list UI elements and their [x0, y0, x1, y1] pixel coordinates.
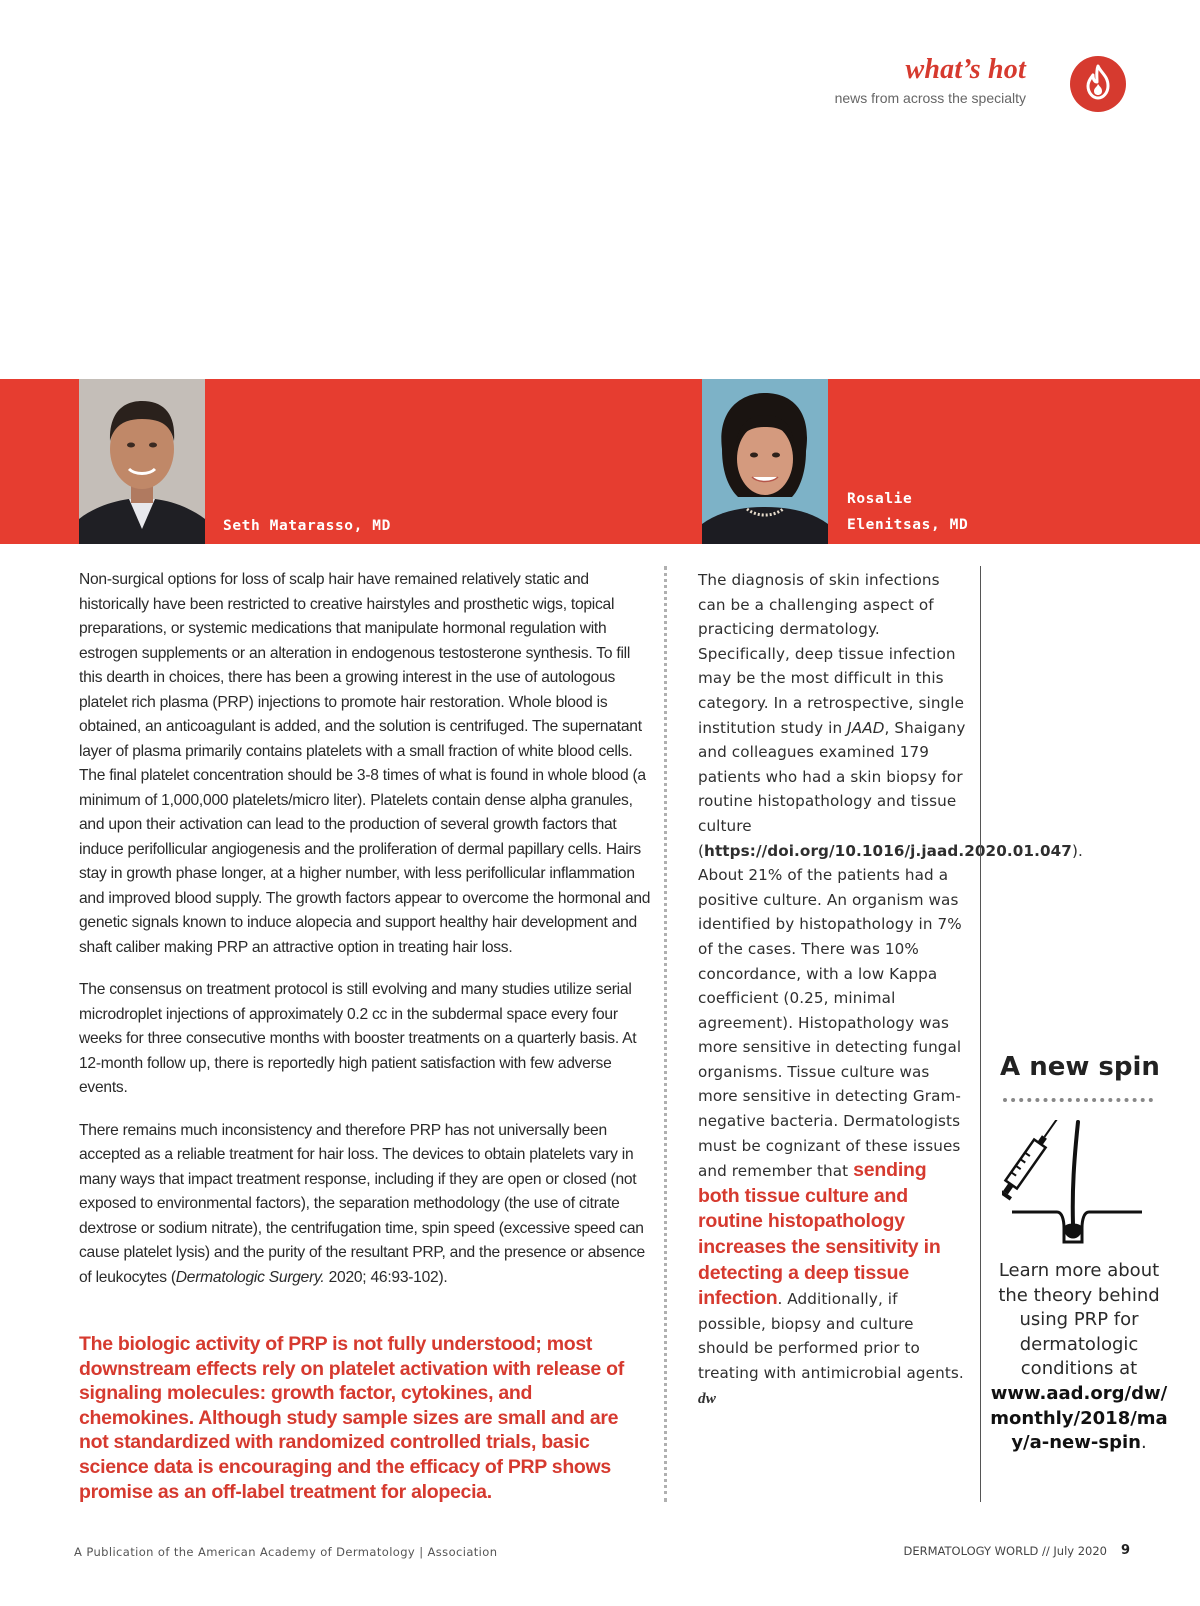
footer-magazine: DERMATOLOGY WORLD [903, 1544, 1039, 1558]
paragraph-text: ). About 21% of the patients had a positive culture. An organism was identified by histopathology in 7% of the cases. There was 10% concordance, with a low Kappa coefficient (0.25, minimal agreement). Histopathology was more sensitive in detecting fungal organisms. Tissue culture was more sensitive in detecting Gram-negative bacteria. Dermatologists must be cognizant of these issues and remember that [698, 841, 1083, 1181]
journal-name: JAAD [847, 718, 885, 737]
paragraph-text: The diagnosis of skin infections can be a challenging aspect of practicing dermatology. Specifically, deep tissue infection may be the most difficult in this category. In a retrospective, single institution study in [698, 571, 965, 737]
section-subtitle: news from across the specialty [834, 90, 1026, 106]
author-photo-rosalie-elenitsas [702, 379, 828, 544]
sidebar-dotted-rule [1003, 1098, 1153, 1102]
footer-date: July 2020 [1053, 1544, 1107, 1558]
pull-quote: The biologic activity of PRP is not fully understood; most downstream effects rely on platelet activation with release of signaling molecules: growth factor, cytokines, and chemokines. Although study sample sizes are small and are not standardized with randomized controlled trials, basic science data is encouraging and the efficacy of PRP shows promise as an off-label treatment for alopecia. [79, 1333, 624, 1503]
article-prp-hair-loss [79, 568, 654, 1308]
sidebar-text [990, 1259, 1168, 1456]
paragraph-text: There remains much inconsistency and therefore PRP has not universally been accepted as a reliable treatment for hair loss. The devices to obtain platelets vary in many ways that impact treatment response, including if they are open or closed (not exposed to environmental factors), the separation methodology (the use of citrate dextrose or sodium nitrate), the centrifugation time, spin speed (excessive speed can cause platelet lysis) and the purity of the resultant PRP, and the presence or absence of leukocytes ( [79, 1121, 645, 1286]
flame-icon [1070, 56, 1126, 112]
footer-separator: // [1038, 1544, 1054, 1558]
footer-issue [904, 1544, 1108, 1558]
page-number: 9 [1120, 1543, 1130, 1558]
sidebar-body: Learn more about the theory behind using PRP for dermatologic conditions at [998, 1260, 1160, 1380]
article-paragraph [79, 1119, 654, 1291]
author-name-line2: Elenitsas, MD [847, 517, 969, 533]
sidebar-tail: . [1140, 1432, 1147, 1454]
author-photo-seth-matarasso [79, 379, 205, 544]
journal-citation: Dermatologic Surgery. [175, 1268, 325, 1286]
syringe-hair-follicle-icon [1002, 1120, 1152, 1250]
column-divider [664, 566, 667, 1502]
doi-link[interactable]: https://doi.org/10.1016/j.jaad.2020.01.047 [704, 841, 1072, 860]
sidebar-title: A new spin [1000, 1052, 1160, 1082]
author-name-rosalie-elenitsas [847, 486, 968, 538]
author-name-line1: Rosalie [847, 491, 913, 507]
article-paragraph: The consensus on treatment protocol is still evolving and many studies utilize serial microdroplet injections of approximately 0.2 cc in the subdermal space every four weeks for three consecutive months with booster treatments on a quarterly basis. At 12-month follow up, there is reportedly high patient satisfaction with few adverse events. [79, 981, 637, 1096]
highlighted-text: sending both tissue culture and routine histopathology increases the sensitivity in detecting a deep tissue infection [698, 1159, 941, 1310]
article-paragraph: Non-surgical options for loss of scalp hair have remained relatively static and historically have been restricted to creative hairstyles and prosthetic wigs, topical preparations, or systemic medications that manipulate hormonal regulation with estrogen supplements or an alteration in endogenous testosterone synthesis. To fill this dearth in choices, there has been a growing interest in the use of autologous platelet rich plasma (PRP) injections to promote hair restoration. Whole blood is obtained, an anticoagulant is added, and the solution is centrifuged. The supernatant layer of plasma primarily contains platelets with a small fraction of white blood cells. The final platelet concentration should be 3-8 times of what is found in whole blood (a minimum of 1,000,000 platelets/micro liter). Platelets contain dense alpha granules, and upon their activation can lead to the production of several growth factors that induce perifollicular angiogenesis and the proliferation of dermal papillary cells. Hairs stay in growth phase longer, at a higher number, with less perifollicular inflammation and improved blood supply. The growth factors appear to overcome the hormonal and genetic signals known to induce alopecia and support healthy hair development and shaft caliber making PRP an attractive option in treating hair loss. [79, 571, 651, 956]
paragraph-text: . Additionally, if possible, biopsy and culture should be performed prior to treating with antimicrobial agents. [698, 1290, 964, 1382]
paragraph-text: , Shaigany and colleagues examined 179 patients who had a skin biopsy for routine histopathology and tissue culture ( [698, 718, 966, 860]
author-name-seth-matarasso: Seth Matarasso, MD [223, 518, 391, 534]
sidebar-link[interactable]: www.aad.org/dw/monthly/2018/may/a-new-spin [990, 1382, 1168, 1454]
footer-publisher: A Publication of the American Academy of Dermatology | Association [74, 1545, 498, 1559]
section-title: what’s hot [905, 54, 1026, 85]
sidebar-rule [980, 566, 981, 1502]
paragraph-text: 2020; 46:93-102). [324, 1268, 448, 1286]
signoff-mark: dw [698, 1389, 716, 1407]
